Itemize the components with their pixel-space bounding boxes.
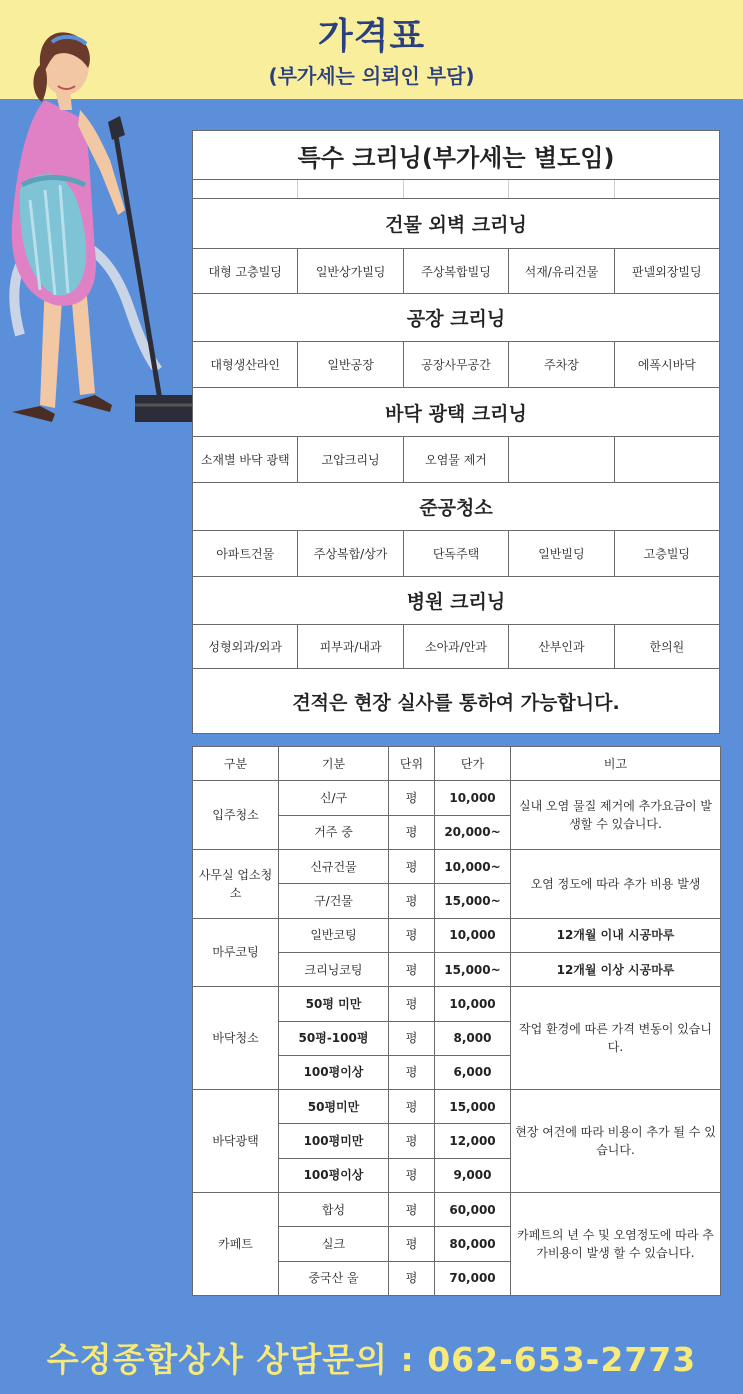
section-item: 일반빌딩 bbox=[509, 531, 614, 576]
special-cleaning-table bbox=[192, 130, 720, 734]
price-cell: 10,000 bbox=[435, 987, 511, 1021]
table-header-row bbox=[193, 747, 721, 781]
section-heading: 바닥 광택 크리닝 bbox=[193, 388, 719, 437]
column-header: 구분 bbox=[193, 747, 279, 781]
section-item: 고층빌딩 bbox=[643, 547, 691, 561]
spacer-row bbox=[193, 180, 719, 199]
category-cell: 바닥청소 bbox=[193, 987, 279, 1090]
section-item: 소재별 바닥 광택 bbox=[193, 437, 298, 482]
column-header: 기분 bbox=[279, 747, 389, 781]
section-item: 고압크리닝 bbox=[298, 437, 403, 482]
item-cell: 거주 중 bbox=[279, 815, 389, 849]
section-item: 주상복합/상가 bbox=[298, 531, 403, 576]
unit-cell: 평 bbox=[389, 849, 435, 883]
price-cell: 8,000 bbox=[435, 1021, 511, 1055]
table-row bbox=[193, 781, 721, 815]
price-cell: 10,000 bbox=[435, 918, 511, 952]
page-subtitle: (부가세는 의뢰인 부담) bbox=[268, 64, 475, 88]
section-item: 일반상가빌딩 bbox=[298, 249, 403, 293]
estimate-note: 견적은 현장 실사를 통하여 가능합니다. bbox=[292, 691, 620, 714]
section-item: 성형외과/외과 bbox=[193, 625, 298, 668]
item-cell: 신/구 bbox=[279, 781, 389, 815]
section-item: 석재/유리건물 bbox=[509, 249, 614, 293]
price-cell: 20,000~ bbox=[435, 815, 511, 849]
section-item: 한의원 bbox=[649, 640, 685, 654]
price-cell: 10,000 bbox=[435, 781, 511, 815]
spacer-cell bbox=[615, 180, 719, 198]
note-cell: 12개월 이상 시공마루 bbox=[511, 952, 721, 986]
price-table bbox=[192, 746, 721, 1296]
column-header: 비고 bbox=[511, 747, 721, 781]
section-items bbox=[193, 531, 719, 577]
price-cell: 12,000 bbox=[435, 1124, 511, 1158]
section-item: 오염물 제거 bbox=[404, 437, 509, 482]
note-cell: 카페트의 년 수 및 오염정도에 따라 추가비용이 발생 할 수 있습니다. bbox=[511, 1193, 721, 1296]
unit-cell: 평 bbox=[389, 952, 435, 986]
item-cell: 100평이상 bbox=[279, 1158, 389, 1192]
price-cell: 10,000~ bbox=[435, 849, 511, 883]
column-header: 단가 bbox=[435, 747, 511, 781]
price-cell: 15,000~ bbox=[435, 952, 511, 986]
item-cell: 일반코팅 bbox=[279, 918, 389, 952]
section-heading: 병원 크리닝 bbox=[193, 577, 719, 625]
category-cell: 카페트 bbox=[193, 1193, 279, 1296]
section-heading: 건물 외벽 크리닝 bbox=[193, 199, 719, 249]
unit-cell: 평 bbox=[389, 1055, 435, 1089]
section-item: 단독주택 bbox=[404, 531, 509, 576]
section-item: 판넬외장빌딩 bbox=[632, 264, 702, 279]
price-cell: 15,000~ bbox=[435, 884, 511, 918]
unit-cell: 평 bbox=[389, 918, 435, 952]
section-item bbox=[509, 437, 614, 482]
item-cell: 50평 미만 bbox=[279, 987, 389, 1021]
spacer-cell bbox=[509, 180, 614, 198]
unit-cell: 평 bbox=[389, 884, 435, 918]
item-cell: 100평이상 bbox=[279, 1055, 389, 1089]
table-row bbox=[193, 1090, 721, 1124]
unit-cell: 평 bbox=[389, 1158, 435, 1192]
section-item: 공장사무공간 bbox=[404, 342, 509, 387]
unit-cell: 평 bbox=[389, 781, 435, 815]
note-cell: 작업 환경에 따른 가격 변동이 있습니다. bbox=[511, 987, 721, 1090]
section-items bbox=[193, 249, 719, 294]
unit-cell: 평 bbox=[389, 1021, 435, 1055]
price-cell: 6,000 bbox=[435, 1055, 511, 1089]
price-cell: 9,000 bbox=[435, 1158, 511, 1192]
unit-cell: 평 bbox=[389, 1090, 435, 1124]
item-cell: 신규건물 bbox=[279, 849, 389, 883]
unit-cell: 평 bbox=[389, 1124, 435, 1158]
category-cell: 바닥광택 bbox=[193, 1090, 279, 1193]
unit-cell: 평 bbox=[389, 1227, 435, 1261]
spacer-cell bbox=[193, 180, 298, 198]
section-item: 대형생산라인 bbox=[193, 342, 298, 387]
unit-cell: 평 bbox=[389, 1193, 435, 1227]
spacer-cell bbox=[404, 180, 509, 198]
category-cell: 마루코팅 bbox=[193, 918, 279, 987]
section-items bbox=[193, 342, 719, 388]
cleaning-woman-illustration bbox=[0, 10, 200, 430]
table-row bbox=[193, 849, 721, 883]
special-table-title: 특수 크리닝(부가세는 별도임) bbox=[193, 131, 719, 180]
section-heading: 공장 크리닝 bbox=[193, 294, 719, 342]
section-item: 대형 고층빌딩 bbox=[193, 249, 298, 293]
column-header: 단위 bbox=[389, 747, 435, 781]
section-item: 산부인과 bbox=[509, 625, 614, 668]
table-row bbox=[193, 918, 721, 952]
unit-cell: 평 bbox=[389, 987, 435, 1021]
page-title: 가격표 bbox=[317, 16, 426, 57]
table-row bbox=[193, 1193, 721, 1227]
note-cell: 현장 여건에 따라 비용이 추가 될 수 있습니다. bbox=[511, 1090, 721, 1193]
category-cell: 입주청소 bbox=[193, 781, 279, 850]
section-heading: 준공청소 bbox=[193, 483, 719, 531]
section-items bbox=[193, 437, 719, 483]
price-cell: 15,000 bbox=[435, 1090, 511, 1124]
category-cell: 사무실 업소청소 bbox=[193, 849, 279, 918]
item-cell: 크리닝코팅 bbox=[279, 952, 389, 986]
note-cell: 실내 오염 물질 제거에 추가요금이 발생할 수 있습니다. bbox=[511, 781, 721, 850]
item-cell: 50평미만 bbox=[279, 1090, 389, 1124]
unit-cell: 평 bbox=[389, 1261, 435, 1295]
section-items bbox=[193, 625, 719, 669]
note-cell: 오염 정도에 따라 추가 비용 발생 bbox=[511, 849, 721, 918]
item-cell: 중국산 울 bbox=[279, 1261, 389, 1295]
section-item: 피부과/내과 bbox=[298, 625, 403, 668]
section-item: 주상복합빌딩 bbox=[404, 249, 509, 293]
table-row bbox=[193, 987, 721, 1021]
unit-cell: 평 bbox=[389, 815, 435, 849]
section-item: 주차장 bbox=[509, 342, 614, 387]
section-item: 아파트건물 bbox=[193, 531, 298, 576]
price-cell: 80,000 bbox=[435, 1227, 511, 1261]
item-cell: 100평미만 bbox=[279, 1124, 389, 1158]
item-cell: 50평-100평 bbox=[279, 1021, 389, 1055]
price-cell: 70,000 bbox=[435, 1261, 511, 1295]
spacer-cell bbox=[298, 180, 403, 198]
contact-footer: 수정종합상사 상담문의 : 062-653-2773 bbox=[46, 1340, 697, 1379]
item-cell: 합성 bbox=[279, 1193, 389, 1227]
note-cell: 12개월 이내 시공마루 bbox=[511, 918, 721, 952]
section-item: 일반공장 bbox=[298, 342, 403, 387]
section-item: 에폭시바닥 bbox=[637, 358, 696, 372]
item-cell: 구/건물 bbox=[279, 884, 389, 918]
item-cell: 실크 bbox=[279, 1227, 389, 1261]
section-item: 소아과/안과 bbox=[404, 625, 509, 668]
section-item bbox=[615, 437, 719, 482]
price-cell: 60,000 bbox=[435, 1193, 511, 1227]
